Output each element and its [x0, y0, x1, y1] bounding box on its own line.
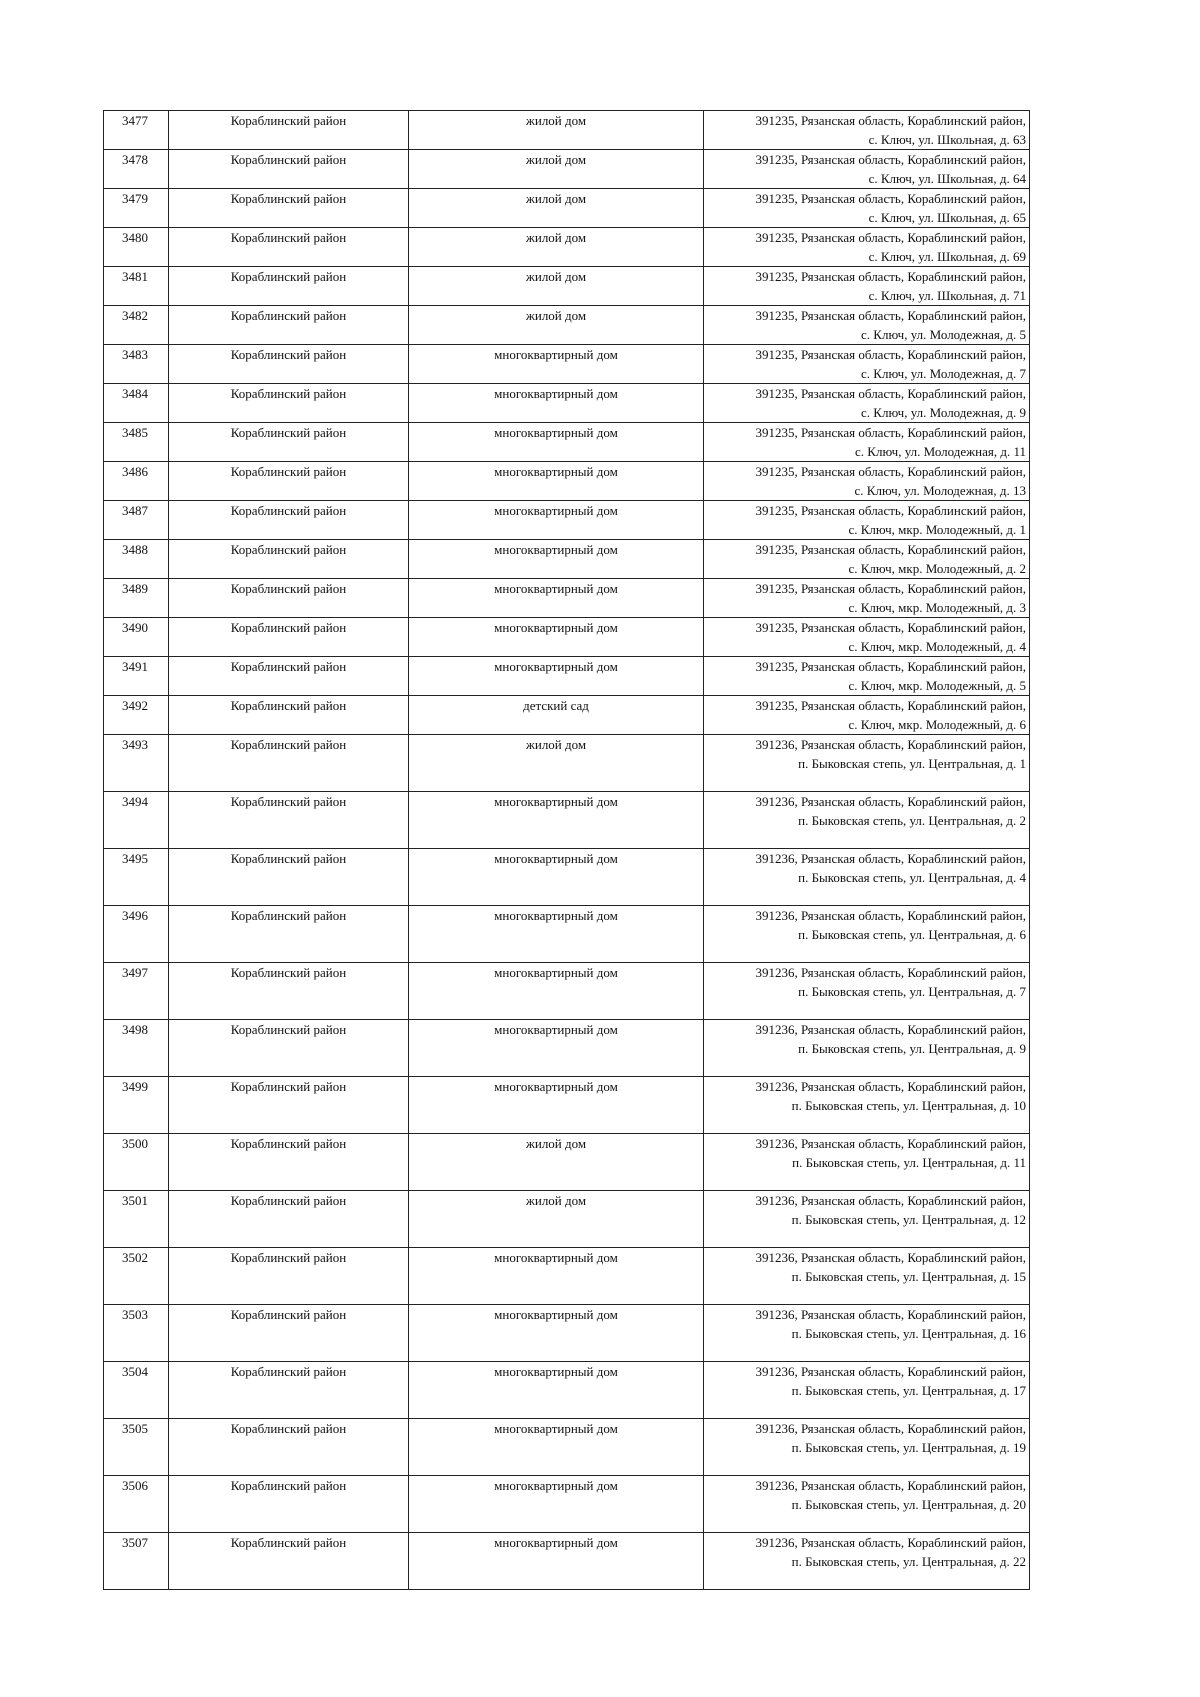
district-cell: Кораблинский район [169, 384, 409, 423]
row-number-cell: 3499 [104, 1077, 169, 1134]
address-line-1: 391236, Рязанская область, Кораблинский район, [755, 1421, 1026, 1436]
address-line-2: с. Ключ, ул. Школьная, д. 69 [868, 249, 1026, 264]
address-line-2: с. Ключ, ул. Молодежная, д. 11 [855, 444, 1026, 459]
district-cell: Кораблинский район [169, 345, 409, 384]
address-line-1: 391236, Рязанская область, Кораблинский район, [755, 1250, 1026, 1265]
table-row [104, 111, 1030, 150]
building-type-cell: детский сад [409, 696, 704, 735]
district-cell: Кораблинский район [169, 111, 409, 150]
table-row [104, 696, 1030, 735]
address-line-1: 391236, Рязанская область, Кораблинский район, [755, 1307, 1026, 1322]
address-cell [704, 1191, 1030, 1248]
table-row [104, 657, 1030, 696]
table-row [104, 228, 1030, 267]
building-type-cell: многоквартирный дом [409, 618, 704, 657]
table-row [104, 150, 1030, 189]
address-line-2: п. Быковская степь, ул. Центральная, д. 6 [798, 927, 1026, 942]
table-row [104, 618, 1030, 657]
building-type-cell: многоквартирный дом [409, 1476, 704, 1533]
address-line-1: 391236, Рязанская область, Кораблинский район, [755, 908, 1026, 923]
row-number-cell: 3493 [104, 735, 169, 792]
address-line-1: 391235, Рязанская область, Кораблинский район, [755, 425, 1026, 440]
address-line-1: 391235, Рязанская область, Кораблинский район, [755, 386, 1026, 401]
row-number-cell: 3501 [104, 1191, 169, 1248]
table-row [104, 1419, 1030, 1476]
row-number-cell: 3478 [104, 150, 169, 189]
address-line-2: п. Быковская степь, ул. Центральная, д. 12 [791, 1212, 1026, 1227]
building-type-cell: многоквартирный дом [409, 906, 704, 963]
district-cell: Кораблинский район [169, 1134, 409, 1191]
address-cell [704, 228, 1030, 267]
row-number-cell: 3491 [104, 657, 169, 696]
building-type-cell: многоквартирный дом [409, 579, 704, 618]
address-cell [704, 384, 1030, 423]
row-number-cell: 3502 [104, 1248, 169, 1305]
building-type-cell: многоквартирный дом [409, 462, 704, 501]
district-cell: Кораблинский район [169, 1191, 409, 1248]
row-number-cell: 3507 [104, 1533, 169, 1590]
row-number-cell: 3484 [104, 384, 169, 423]
building-type-cell: многоквартирный дом [409, 963, 704, 1020]
building-type-cell: многоквартирный дом [409, 540, 704, 579]
row-number-cell: 3487 [104, 501, 169, 540]
address-cell [704, 1077, 1030, 1134]
address-line-2: с. Ключ, ул. Молодежная, д. 7 [861, 366, 1026, 381]
address-cell [704, 150, 1030, 189]
address-line-1: 391236, Рязанская область, Кораблинский район, [755, 1193, 1026, 1208]
address-cell [704, 657, 1030, 696]
address-line-2: с. Ключ, ул. Молодежная, д. 13 [854, 483, 1026, 498]
row-number-cell: 3486 [104, 462, 169, 501]
address-line-1: 391236, Рязанская область, Кораблинский район, [755, 1535, 1026, 1550]
row-number-cell: 3498 [104, 1020, 169, 1077]
table-row [104, 423, 1030, 462]
address-line-1: 391235, Рязанская область, Кораблинский район, [755, 308, 1026, 323]
address-line-2: с. Ключ, ул. Школьная, д. 71 [868, 288, 1026, 303]
row-number-cell: 3492 [104, 696, 169, 735]
building-type-cell: жилой дом [409, 150, 704, 189]
address-line-1: 391235, Рязанская область, Кораблинский район, [755, 620, 1026, 635]
district-cell: Кораблинский район [169, 963, 409, 1020]
address-line-2: с. Ключ, мкр. Молодежный, д. 5 [848, 678, 1026, 693]
address-line-2: с. Ключ, ул. Школьная, д. 65 [868, 210, 1026, 225]
address-cell [704, 1362, 1030, 1419]
district-cell: Кораблинский район [169, 1305, 409, 1362]
building-type-cell: многоквартирный дом [409, 1077, 704, 1134]
district-cell: Кораблинский район [169, 540, 409, 579]
address-registry-table [103, 110, 1030, 1590]
table-row [104, 1077, 1030, 1134]
table-row [104, 267, 1030, 306]
row-number-cell: 3490 [104, 618, 169, 657]
address-line-1: 391235, Рязанская область, Кораблинский район, [755, 698, 1026, 713]
building-type-cell: многоквартирный дом [409, 1305, 704, 1362]
address-cell [704, 189, 1030, 228]
building-type-cell: многоквартирный дом [409, 1020, 704, 1077]
address-line-1: 391236, Рязанская область, Кораблинский район, [755, 851, 1026, 866]
district-cell: Кораблинский район [169, 1362, 409, 1419]
district-cell: Кораблинский район [169, 1077, 409, 1134]
building-type-cell: многоквартирный дом [409, 345, 704, 384]
address-line-1: 391236, Рязанская область, Кораблинский район, [755, 1022, 1026, 1037]
address-line-2: п. Быковская степь, ул. Центральная, д. 11 [792, 1155, 1026, 1170]
district-cell: Кораблинский район [169, 1476, 409, 1533]
address-line-2: п. Быковская степь, ул. Центральная, д. 15 [791, 1269, 1026, 1284]
address-line-1: 391235, Рязанская область, Кораблинский район, [755, 542, 1026, 557]
address-line-2: с. Ключ, мкр. Молодежный, д. 3 [848, 600, 1026, 615]
row-number-cell: 3482 [104, 306, 169, 345]
address-line-2: с. Ключ, мкр. Молодежный, д. 1 [848, 522, 1026, 537]
district-cell: Кораблинский район [169, 618, 409, 657]
address-line-2: п. Быковская степь, ул. Центральная, д. 4 [798, 870, 1026, 885]
building-type-cell: жилой дом [409, 228, 704, 267]
row-number-cell: 3504 [104, 1362, 169, 1419]
building-type-cell: многоквартирный дом [409, 1248, 704, 1305]
address-line-2: с. Ключ, ул. Школьная, д. 63 [868, 132, 1026, 147]
registry-table-body [104, 111, 1030, 1590]
building-type-cell: жилой дом [409, 306, 704, 345]
address-cell [704, 540, 1030, 579]
address-line-1: 391235, Рязанская область, Кораблинский район, [755, 152, 1026, 167]
address-line-1: 391236, Рязанская область, Кораблинский район, [755, 794, 1026, 809]
row-number-cell: 3494 [104, 792, 169, 849]
table-row [104, 1533, 1030, 1590]
table-row [104, 1476, 1030, 1533]
address-cell [704, 423, 1030, 462]
table-row [104, 849, 1030, 906]
row-number-cell: 3495 [104, 849, 169, 906]
row-number-cell: 3483 [104, 345, 169, 384]
address-line-1: 391235, Рязанская область, Кораблинский район, [755, 269, 1026, 284]
row-number-cell: 3505 [104, 1419, 169, 1476]
address-line-2: п. Быковская степь, ул. Центральная, д. 7 [798, 984, 1026, 999]
address-line-1: 391236, Рязанская область, Кораблинский район, [755, 1079, 1026, 1094]
district-cell: Кораблинский район [169, 1020, 409, 1077]
district-cell: Кораблинский район [169, 657, 409, 696]
district-cell: Кораблинский район [169, 267, 409, 306]
district-cell: Кораблинский район [169, 849, 409, 906]
address-line-2: п. Быковская степь, ул. Центральная, д. 16 [791, 1326, 1026, 1341]
address-cell [704, 306, 1030, 345]
building-type-cell: жилой дом [409, 267, 704, 306]
table-row [104, 1248, 1030, 1305]
address-line-2: п. Быковская степь, ул. Центральная, д. 20 [791, 1497, 1026, 1512]
address-cell [704, 267, 1030, 306]
row-number-cell: 3481 [104, 267, 169, 306]
building-type-cell: жилой дом [409, 111, 704, 150]
building-type-cell: многоквартирный дом [409, 657, 704, 696]
building-type-cell: многоквартирный дом [409, 384, 704, 423]
table-row [104, 1305, 1030, 1362]
table-row [104, 306, 1030, 345]
district-cell: Кораблинский район [169, 792, 409, 849]
district-cell: Кораблинский район [169, 501, 409, 540]
table-row [104, 1191, 1030, 1248]
address-cell [704, 1305, 1030, 1362]
building-type-cell: жилой дом [409, 1134, 704, 1191]
address-line-2: с. Ключ, ул. Молодежная, д. 9 [861, 405, 1026, 420]
address-cell [704, 906, 1030, 963]
address-line-1: 391235, Рязанская область, Кораблинский район, [755, 347, 1026, 362]
address-cell [704, 618, 1030, 657]
row-number-cell: 3503 [104, 1305, 169, 1362]
district-cell: Кораблинский район [169, 906, 409, 963]
address-line-1: 391236, Рязанская область, Кораблинский район, [755, 1136, 1026, 1151]
address-line-1: 391235, Рязанская область, Кораблинский район, [755, 503, 1026, 518]
row-number-cell: 3477 [104, 111, 169, 150]
address-line-2: п. Быковская степь, ул. Центральная, д. 19 [791, 1440, 1026, 1455]
building-type-cell: многоквартирный дом [409, 1362, 704, 1419]
address-cell [704, 696, 1030, 735]
district-cell: Кораблинский район [169, 1419, 409, 1476]
table-row [104, 792, 1030, 849]
table-row [104, 906, 1030, 963]
row-number-cell: 3480 [104, 228, 169, 267]
table-row [104, 1134, 1030, 1191]
building-type-cell: многоквартирный дом [409, 1419, 704, 1476]
address-line-2: п. Быковская степь, ул. Центральная, д. 2 [798, 813, 1026, 828]
address-line-2: с. Ключ, ул. Молодежная, д. 5 [861, 327, 1026, 342]
building-type-cell: многоквартирный дом [409, 501, 704, 540]
table-row [104, 579, 1030, 618]
address-line-1: 391235, Рязанская область, Кораблинский район, [755, 581, 1026, 596]
address-cell [704, 345, 1030, 384]
address-line-1: 391236, Рязанская область, Кораблинский район, [755, 965, 1026, 980]
table-row [104, 1020, 1030, 1077]
address-cell [704, 111, 1030, 150]
address-line-1: 391235, Рязанская область, Кораблинский район, [755, 113, 1026, 128]
address-line-2: с. Ключ, мкр. Молодежный, д. 2 [848, 561, 1026, 576]
address-cell [704, 579, 1030, 618]
row-number-cell: 3497 [104, 963, 169, 1020]
table-row [104, 462, 1030, 501]
address-line-1: 391236, Рязанская область, Кораблинский район, [755, 1478, 1026, 1493]
address-line-2: п. Быковская степь, ул. Центральная, д. 9 [798, 1041, 1026, 1056]
district-cell: Кораблинский район [169, 189, 409, 228]
table-row [104, 1362, 1030, 1419]
address-line-2: с. Ключ, мкр. Молодежный, д. 6 [848, 717, 1026, 732]
district-cell: Кораблинский район [169, 1533, 409, 1590]
address-line-2: п. Быковская степь, ул. Центральная, д. 1 [798, 756, 1026, 771]
row-number-cell: 3488 [104, 540, 169, 579]
address-line-2: п. Быковская степь, ул. Центральная, д. 10 [791, 1098, 1026, 1113]
district-cell: Кораблинский район [169, 462, 409, 501]
table-row [104, 735, 1030, 792]
row-number-cell: 3489 [104, 579, 169, 618]
address-line-2: с. Ключ, ул. Школьная, д. 64 [868, 171, 1026, 186]
address-cell [704, 735, 1030, 792]
address-cell [704, 1476, 1030, 1533]
address-line-1: 391235, Рязанская область, Кораблинский район, [755, 464, 1026, 479]
address-cell [704, 1134, 1030, 1191]
row-number-cell: 3485 [104, 423, 169, 462]
building-type-cell: жилой дом [409, 1191, 704, 1248]
address-line-1: 391236, Рязанская область, Кораблинский район, [755, 1364, 1026, 1379]
address-line-1: 391235, Рязанская область, Кораблинский район, [755, 659, 1026, 674]
address-cell [704, 963, 1030, 1020]
district-cell: Кораблинский район [169, 306, 409, 345]
district-cell: Кораблинский район [169, 423, 409, 462]
district-cell: Кораблинский район [169, 696, 409, 735]
district-cell: Кораблинский район [169, 1248, 409, 1305]
address-line-2: п. Быковская степь, ул. Центральная, д. 22 [791, 1554, 1026, 1569]
address-cell [704, 1533, 1030, 1590]
table-row [104, 189, 1030, 228]
district-cell: Кораблинский район [169, 228, 409, 267]
row-number-cell: 3479 [104, 189, 169, 228]
address-line-2: с. Ключ, мкр. Молодежный, д. 4 [848, 639, 1026, 654]
district-cell: Кораблинский район [169, 150, 409, 189]
address-cell [704, 792, 1030, 849]
building-type-cell: жилой дом [409, 189, 704, 228]
address-cell [704, 501, 1030, 540]
address-cell [704, 1020, 1030, 1077]
address-line-2: п. Быковская степь, ул. Центральная, д. 17 [791, 1383, 1026, 1398]
address-line-1: 391235, Рязанская область, Кораблинский район, [755, 191, 1026, 206]
row-number-cell: 3496 [104, 906, 169, 963]
building-type-cell: многоквартирный дом [409, 423, 704, 462]
district-cell: Кораблинский район [169, 579, 409, 618]
table-row [104, 345, 1030, 384]
building-type-cell: многоквартирный дом [409, 792, 704, 849]
row-number-cell: 3500 [104, 1134, 169, 1191]
building-type-cell: многоквартирный дом [409, 1533, 704, 1590]
district-cell: Кораблинский район [169, 735, 409, 792]
building-type-cell: многоквартирный дом [409, 849, 704, 906]
table-row [104, 963, 1030, 1020]
address-line-1: 391236, Рязанская область, Кораблинский район, [755, 737, 1026, 752]
row-number-cell: 3506 [104, 1476, 169, 1533]
table-row [104, 540, 1030, 579]
table-row [104, 384, 1030, 423]
address-cell [704, 462, 1030, 501]
address-cell [704, 849, 1030, 906]
address-cell [704, 1248, 1030, 1305]
address-line-1: 391235, Рязанская область, Кораблинский район, [755, 230, 1026, 245]
table-row [104, 501, 1030, 540]
building-type-cell: жилой дом [409, 735, 704, 792]
address-cell [704, 1419, 1030, 1476]
